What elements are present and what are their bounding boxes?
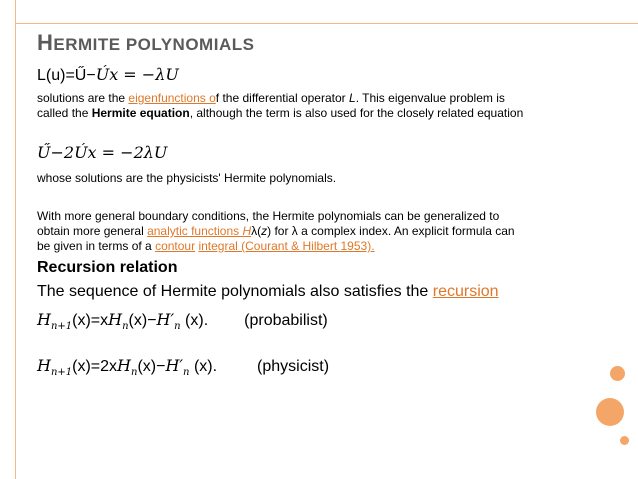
paragraph-2: whose solutions are the physicists' Hermite polynomials. <box>37 171 337 185</box>
title-rest: ERMITE POLYNOMIALS <box>53 35 255 54</box>
subscript: 𝑛 <box>174 321 181 333</box>
symbol-H: 𝐻 <box>37 356 51 375</box>
relation-physicist <box>37 356 329 378</box>
text-span: (x)=x <box>72 312 109 329</box>
symbol-H-prime: 𝐻′ <box>165 356 184 375</box>
text-span: (x)− <box>137 358 166 375</box>
frame-vertical-line <box>15 0 16 479</box>
paragraph-3-line-2 <box>37 224 515 239</box>
probabilist-note: (probabilist) <box>244 312 328 329</box>
paragraph-3-line-1: With more general boundary conditions, the Hermite polynomials can be generalized to <box>37 209 500 223</box>
equation-1-prefix: L(u)=Ű− <box>37 67 96 84</box>
equation-1-math: Ú𝑥 = −𝜆𝑈 <box>95 65 179 84</box>
text-span: , although the term is also used for the closely related equation <box>189 106 524 120</box>
link-recursion[interactable]: recursion <box>432 283 499 300</box>
variable-z: z <box>261 224 268 238</box>
link-analytic-functions[interactable]: analytic functions <box>147 224 243 238</box>
text-span: ( <box>257 224 262 238</box>
subscript: 𝑛+1 <box>50 367 73 379</box>
text-span: obtain more general <box>37 224 148 238</box>
paragraph-3-line-3 <box>37 239 515 254</box>
operator-L: L <box>349 91 356 105</box>
hermite-equation-term: Hermite equation <box>91 106 190 120</box>
paragraph-1-line-1 <box>37 91 523 106</box>
text-span: f the differential operator <box>215 91 349 105</box>
link-integral[interactable]: integral (Courant & Hilbert 1953). <box>198 239 375 253</box>
link-eigenfunctions[interactable]: eigenfunctions o <box>128 91 216 105</box>
paragraph-1-line-2 <box>37 106 523 121</box>
recursion-heading: Recursion relation <box>37 259 178 276</box>
text-span: . This eigenvalue problem is <box>355 91 505 105</box>
text-span: The sequence of Hermite polynomials also satisfies the <box>37 283 433 300</box>
symbol-H: 𝐻 <box>117 356 131 375</box>
equation-2 <box>37 143 167 163</box>
physicist-note: (physicist) <box>257 358 330 375</box>
title-initial: H <box>37 30 54 55</box>
paragraph-3 <box>37 209 515 254</box>
text-span: solutions are the <box>37 91 129 105</box>
subscript: 𝑛 <box>183 367 190 379</box>
text-span: (x). <box>189 358 218 375</box>
decor-circle-small <box>620 436 629 445</box>
text-span: (x)=2x <box>72 358 118 375</box>
relation-probabilist <box>37 310 328 332</box>
subscript: 𝑛 <box>122 321 129 333</box>
recursion-text <box>37 283 499 301</box>
symbol-H-prime: 𝐻′ <box>156 310 175 329</box>
text-span: (x)− <box>128 312 157 329</box>
subscript: 𝑛+1 <box>50 321 73 333</box>
text-span: ) for λ a complex index. An explicit formula can <box>267 224 515 238</box>
lambda-symbol: λ <box>251 224 258 238</box>
symbol-H: 𝐻 <box>37 310 51 329</box>
equation-1 <box>37 65 179 85</box>
equation-2-math: Ű−2Ú𝑥 = −2𝜆𝑈 <box>37 143 168 162</box>
text-span: called the <box>37 106 92 120</box>
decor-circle-medium <box>610 366 625 381</box>
paragraph-1 <box>37 91 523 121</box>
text-span: (x). <box>180 312 209 329</box>
link-contour[interactable]: contour <box>155 239 196 253</box>
link-H[interactable]: H <box>242 224 252 238</box>
subscript: 𝑛 <box>131 367 138 379</box>
text-span: be given in terms of a <box>37 239 156 253</box>
symbol-H: 𝐻 <box>108 310 123 329</box>
frame-horizontal-line <box>15 23 638 24</box>
slide-title <box>37 30 254 56</box>
decor-circle-large <box>596 398 624 426</box>
